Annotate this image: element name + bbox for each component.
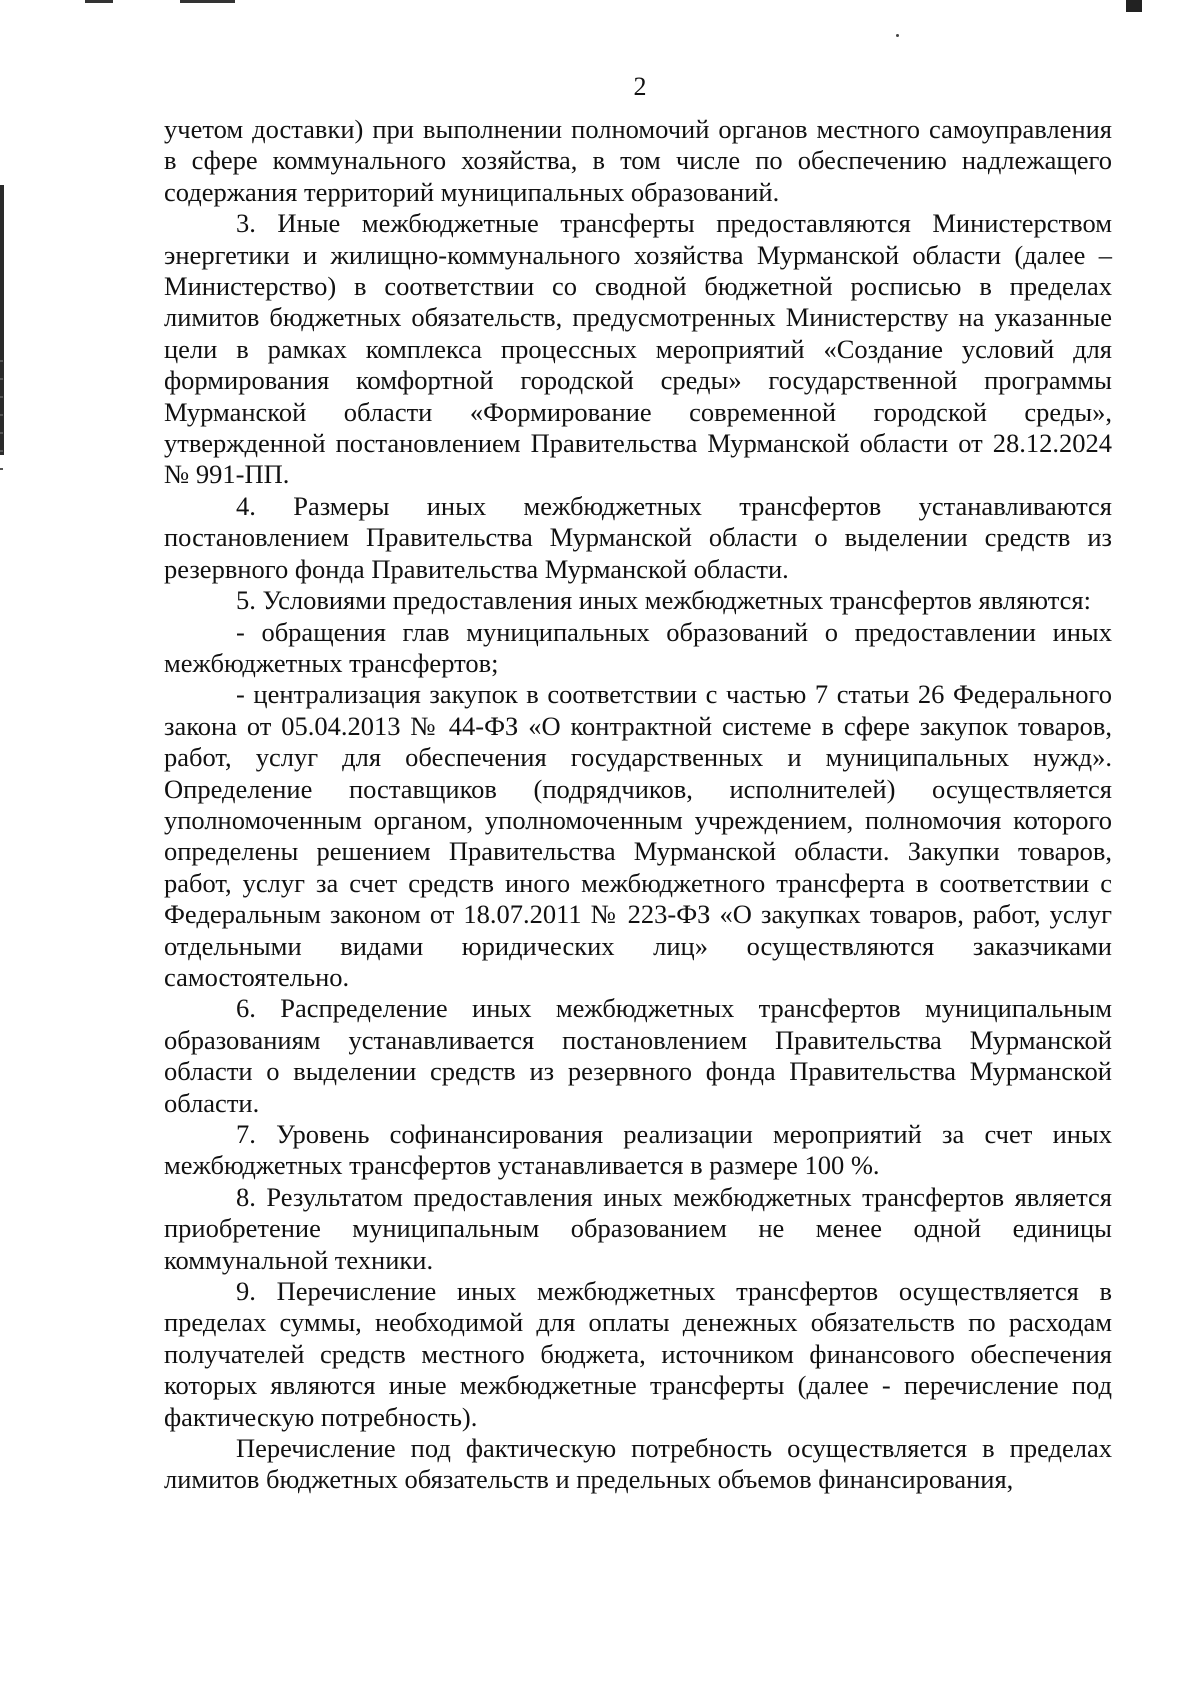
paragraph-3: 3. Иные межбюджетные трансферты предоставляются Министерством энергетики и жилищно-коммунального хозяйства Мурманской области (далее – Министерство) в соответствии со сводной бюджетной росписью в пределах лимитов бюджетных обязательств, предусмотренных Министерству на указанные цели в рамках комплекса процессных мероприятий «Создание условий для формирования комфортной городской среды» государственной программы Мурманской области «Формирование современной городской среды», утвержденной постановлением Правительства Мурманской области от 28.12.2024 № 991-ПП. [164,208,1112,490]
paragraph-4: 4. Размеры иных межбюджетных трансфертов устанавливаются постановлением Правительства Мурманской области о выделении средств из резервного фонда Правительства Мурманской области. [164,490,1112,584]
paragraph-continuation: учетом доставки) при выполнении полномочий органов местного самоуправления в сфере коммунального хозяйства, в том числе по обеспечению надлежащего содержания территорий муниципальных образований. [164,114,1112,207]
scan-mark [896,34,899,37]
document-body [164,114,1112,1496]
paragraph-5: 5. Условиями предоставления иных межбюджетных трансфертов являются: [236,585,1091,616]
scan-mark [85,0,113,3]
scan-mark [1126,0,1142,12]
paragraph-8: 8. Результатом предоставления иных межбюджетных трансфертов является приобретение муниципальным образованием не менее одной единицы коммунальной техники. [164,1181,1112,1275]
page-number: 2 [633,72,647,101]
scan-mark [180,0,235,3]
condition-item-1: - обращения глав муниципальных образований о предоставлении иных межбюджетных трансфертов; [164,616,1112,678]
scan-marks [85,0,245,6]
paragraph-7: 7. Уровень софинансирования реализации мероприятий за счет иных межбюджетных трансфертов устанавливается в размере 100 %. [164,1119,1112,1181]
paragraph-9-continuation: Перечисление под фактическую потребность осуществляется в пределах лимитов бюджетных обязательств и предельных объемов финансирования, [164,1433,1112,1495]
paragraph-6: 6. Распределение иных межбюджетных трансфертов муниципальным образованиям устанавливается постановлением Правительства Мурманской области о выделении средств из резервного фонда Правительства Мурманской области. [164,993,1112,1118]
condition-item-2: - централизация закупок в соответствии с частью 7 статьи 26 Федерального закона от 05.04.2013 № 44-ФЗ «О контрактной системе в сфере закупок товаров, работ, услуг для обеспечения государственных и муниципальных нужд». Определение поставщиков (подрядчиков, исполнителей) осуществляется уполномоченным органом, уполномоченным учреждением, полномочия которого определены решением Правительства Мурманской области. Закупки товаров, работ, услуг за счет средств иного межбюджетного трансферта в соответствии с Федеральным законом от 18.07.2011 № 223-ФЗ «О закупках товаров, работ, услуг отдельными видами юридических лиц» осуществляются заказчиками самостоятельно. [164,679,1112,992]
binding-edge-mark [0,360,3,470]
paragraph-9: 9. Перечисление иных межбюджетных трансфертов осуществляется в пределах суммы, необходимой для оплаты денежных обязательств по расходам получателей средств местного бюджета, источником финансового обеспечения которых являются иные межбюджетные трансферты (далее - перечисление под фактическую потребность). [164,1276,1112,1432]
